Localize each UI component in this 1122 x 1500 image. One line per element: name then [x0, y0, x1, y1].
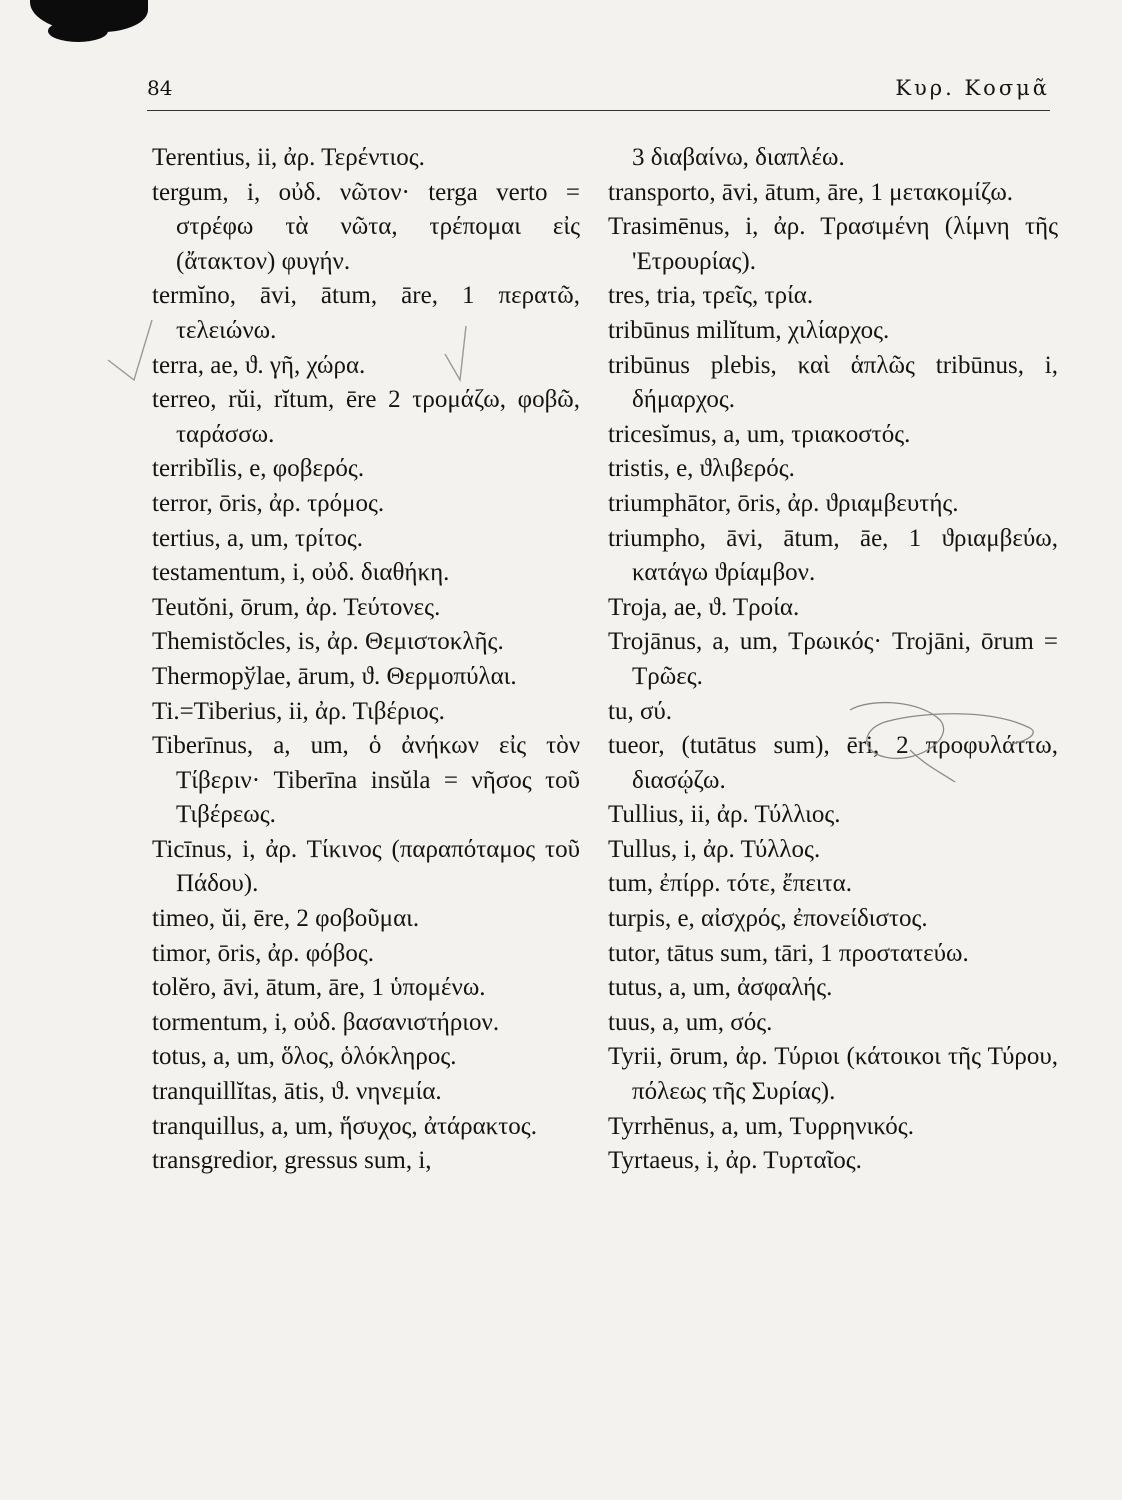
dictionary-entry: tuus, a, um, σός.: [608, 1008, 773, 1036]
dictionary-entry: Troja, ae, ϑ. Τροία.: [608, 593, 800, 621]
dictionary-entry: Tyrtaeus, i, ἀρ. Τυρταῖος.: [608, 1147, 862, 1175]
dictionary-entry: tranquillĭtas, ātis, ϑ. νηνεμία.: [152, 1078, 442, 1106]
dictionary-entry: triumpho, āvi, ātum, āe, 1 ϑριαμβεύω, κατάγω ϑρίαμβον.: [608, 524, 1058, 587]
dictionary-entry: tribūnus plebis, καὶ ἁπλῶς tribūnus, i, δήμαρχος.: [608, 351, 1058, 414]
dictionary-entry: testamentum, i, οὐδ. διαθήκη.: [152, 559, 450, 587]
pencil-check-left: [108, 320, 152, 380]
dictionary-entry: termĭno, āvi, ātum, āre, 1 περατῶ, τελειώνω.: [152, 282, 580, 344]
dictionary-entry: tribūnus milĭtum, χιλίαρχος.: [608, 316, 890, 344]
dictionary-entry: tum, ἐπίρρ. τότε, ἔπειτα.: [608, 870, 853, 898]
dictionary-entry: Trojānus, a, um, Τρωικός· Trojāni, ōrum = Τρῶες.: [608, 628, 1058, 690]
page-number: 84: [147, 76, 173, 100]
dictionary-entry: terribĭlis, e, φοβερός.: [152, 455, 365, 483]
dictionary-entry: tergum, i, οὐδ. νῶτον· terga verto = στρέφω τὰ νῶτα, τρέπομαι εἰς (ἄτακτον) φυγήν.: [152, 178, 580, 275]
dictionary-entry: Tullius, ii, ἀρ. Τύλλιος.: [608, 801, 841, 829]
dictionary-entry: tricesĭmus, a, um, τριακοστός.: [608, 420, 911, 448]
dictionary-entry: Terentius, ii, ἀρ. Τερέντιος.: [152, 144, 425, 171]
header-rule: [147, 110, 1050, 111]
dictionary-entry: Tyrrhēnus, a, um, Τυρρηνικός.: [608, 1112, 914, 1140]
dictionary-entry: terror, ōris, ἀρ. τρόμος.: [152, 489, 385, 517]
dictionary-entry: Tiberīnus, a, um, ὁ ἀνήκων εἰς τὸν Τίβεριν· Tiberīna insŭla = νῆσος τοῦ Τιβέρεως.: [152, 732, 580, 829]
dictionary-entry: tutor, tātus sum, tāri, 1 προστατεύω.: [608, 939, 969, 967]
dictionary-entry: tolĕro, āvi, ātum, āre, 1 ὑπομένω.: [152, 974, 486, 1002]
dictionary-entry: terreo, rŭi, rĭtum, ēre 2 τρομάζω, φοβῶ, ταράσσω.: [152, 386, 580, 448]
dictionary-entry: terra, ae, ϑ. γῆ, χώρα.: [152, 351, 366, 379]
dictionary-entry: totus, a, um, ὅλος, ὁλόκληρος.: [152, 1043, 457, 1071]
dictionary-entry: timeo, ŭi, ēre, 2 φοβοῦμαι.: [152, 905, 420, 933]
page-header: [147, 76, 1050, 106]
dictionary-entry: Tyrii, ōrum, ἀρ. Τύριοι (κάτοικοι τῆς Τύρου, πόλεως τῆς Συρίας).: [608, 1043, 1058, 1106]
dictionary-entry: tutus, a, um, ἀσφαλής.: [608, 974, 833, 1002]
dictionary-entry: turpis, e, αἰσχρός, ἐπονείδιστος.: [608, 905, 928, 933]
dictionary-entry: timor, ōris, ἀρ. φόβος.: [152, 939, 375, 967]
dictionary-entry: tormentum, i, οὐδ. βασανιστήριον.: [152, 1008, 500, 1036]
dictionary-entry: tristis, e, ϑλιβερός.: [608, 455, 795, 483]
dictionary-entry: tu, σύ.: [608, 697, 673, 725]
running-head: Κυρ. Κοσμᾶ: [895, 76, 1050, 100]
dictionary-entry: 3 διαβαίνω, διαπλέω.: [632, 144, 845, 171]
right-column: [608, 141, 1058, 1179]
dictionary-entry: transporto, āvi, ātum, āre, 1 μετακομίζω.: [608, 178, 1014, 206]
dictionary-entry: Trasimēnus, i, ἀρ. Τρασιμένη (λίμνη τῆς 'Ετρουρίας).: [608, 213, 1058, 275]
dictionary-entry: Tullus, i, ἀρ. Τύλλος.: [608, 835, 821, 863]
dictionary-entry: tueor, (tutātus sum), ēri, 2 προφυλάττω, διασῴζω.: [608, 732, 1058, 794]
dictionary-entry: tres, tria, τρεῖς, τρία.: [608, 282, 814, 310]
dictionary-entry: triumphātor, ōris, ἀρ. ϑριαμβευτής.: [608, 489, 959, 517]
dictionary-entry: Teutŏni, ōrum, ἀρ. Τεύτονες.: [152, 593, 441, 621]
dictionary-entry: transgredior, gressus sum, i,: [152, 1147, 432, 1175]
dictionary-entry: tranquillus, a, um, ἥσυχος, ἀτάρακτος.: [152, 1112, 537, 1140]
dictionary-entry: Ti.=Tiberius, ii, ἀρ. Τιβέριος.: [152, 697, 445, 725]
dictionary-entry: Themistŏcles, is, ἀρ. Θεμιστοκλῆς.: [152, 628, 504, 656]
dictionary-entry: Thermopўlae, ārum, ϑ. Θερμοπύλαι.: [152, 662, 517, 690]
dictionary-entry: Ticīnus, i, ἀρ. Τίκινος (παραπόταμος τοῦ Πάδου).: [152, 835, 580, 898]
ink-blot: [30, 0, 148, 32]
left-column: [152, 141, 580, 1179]
dictionary-entry: tertius, a, um, τρίτος.: [152, 524, 363, 552]
